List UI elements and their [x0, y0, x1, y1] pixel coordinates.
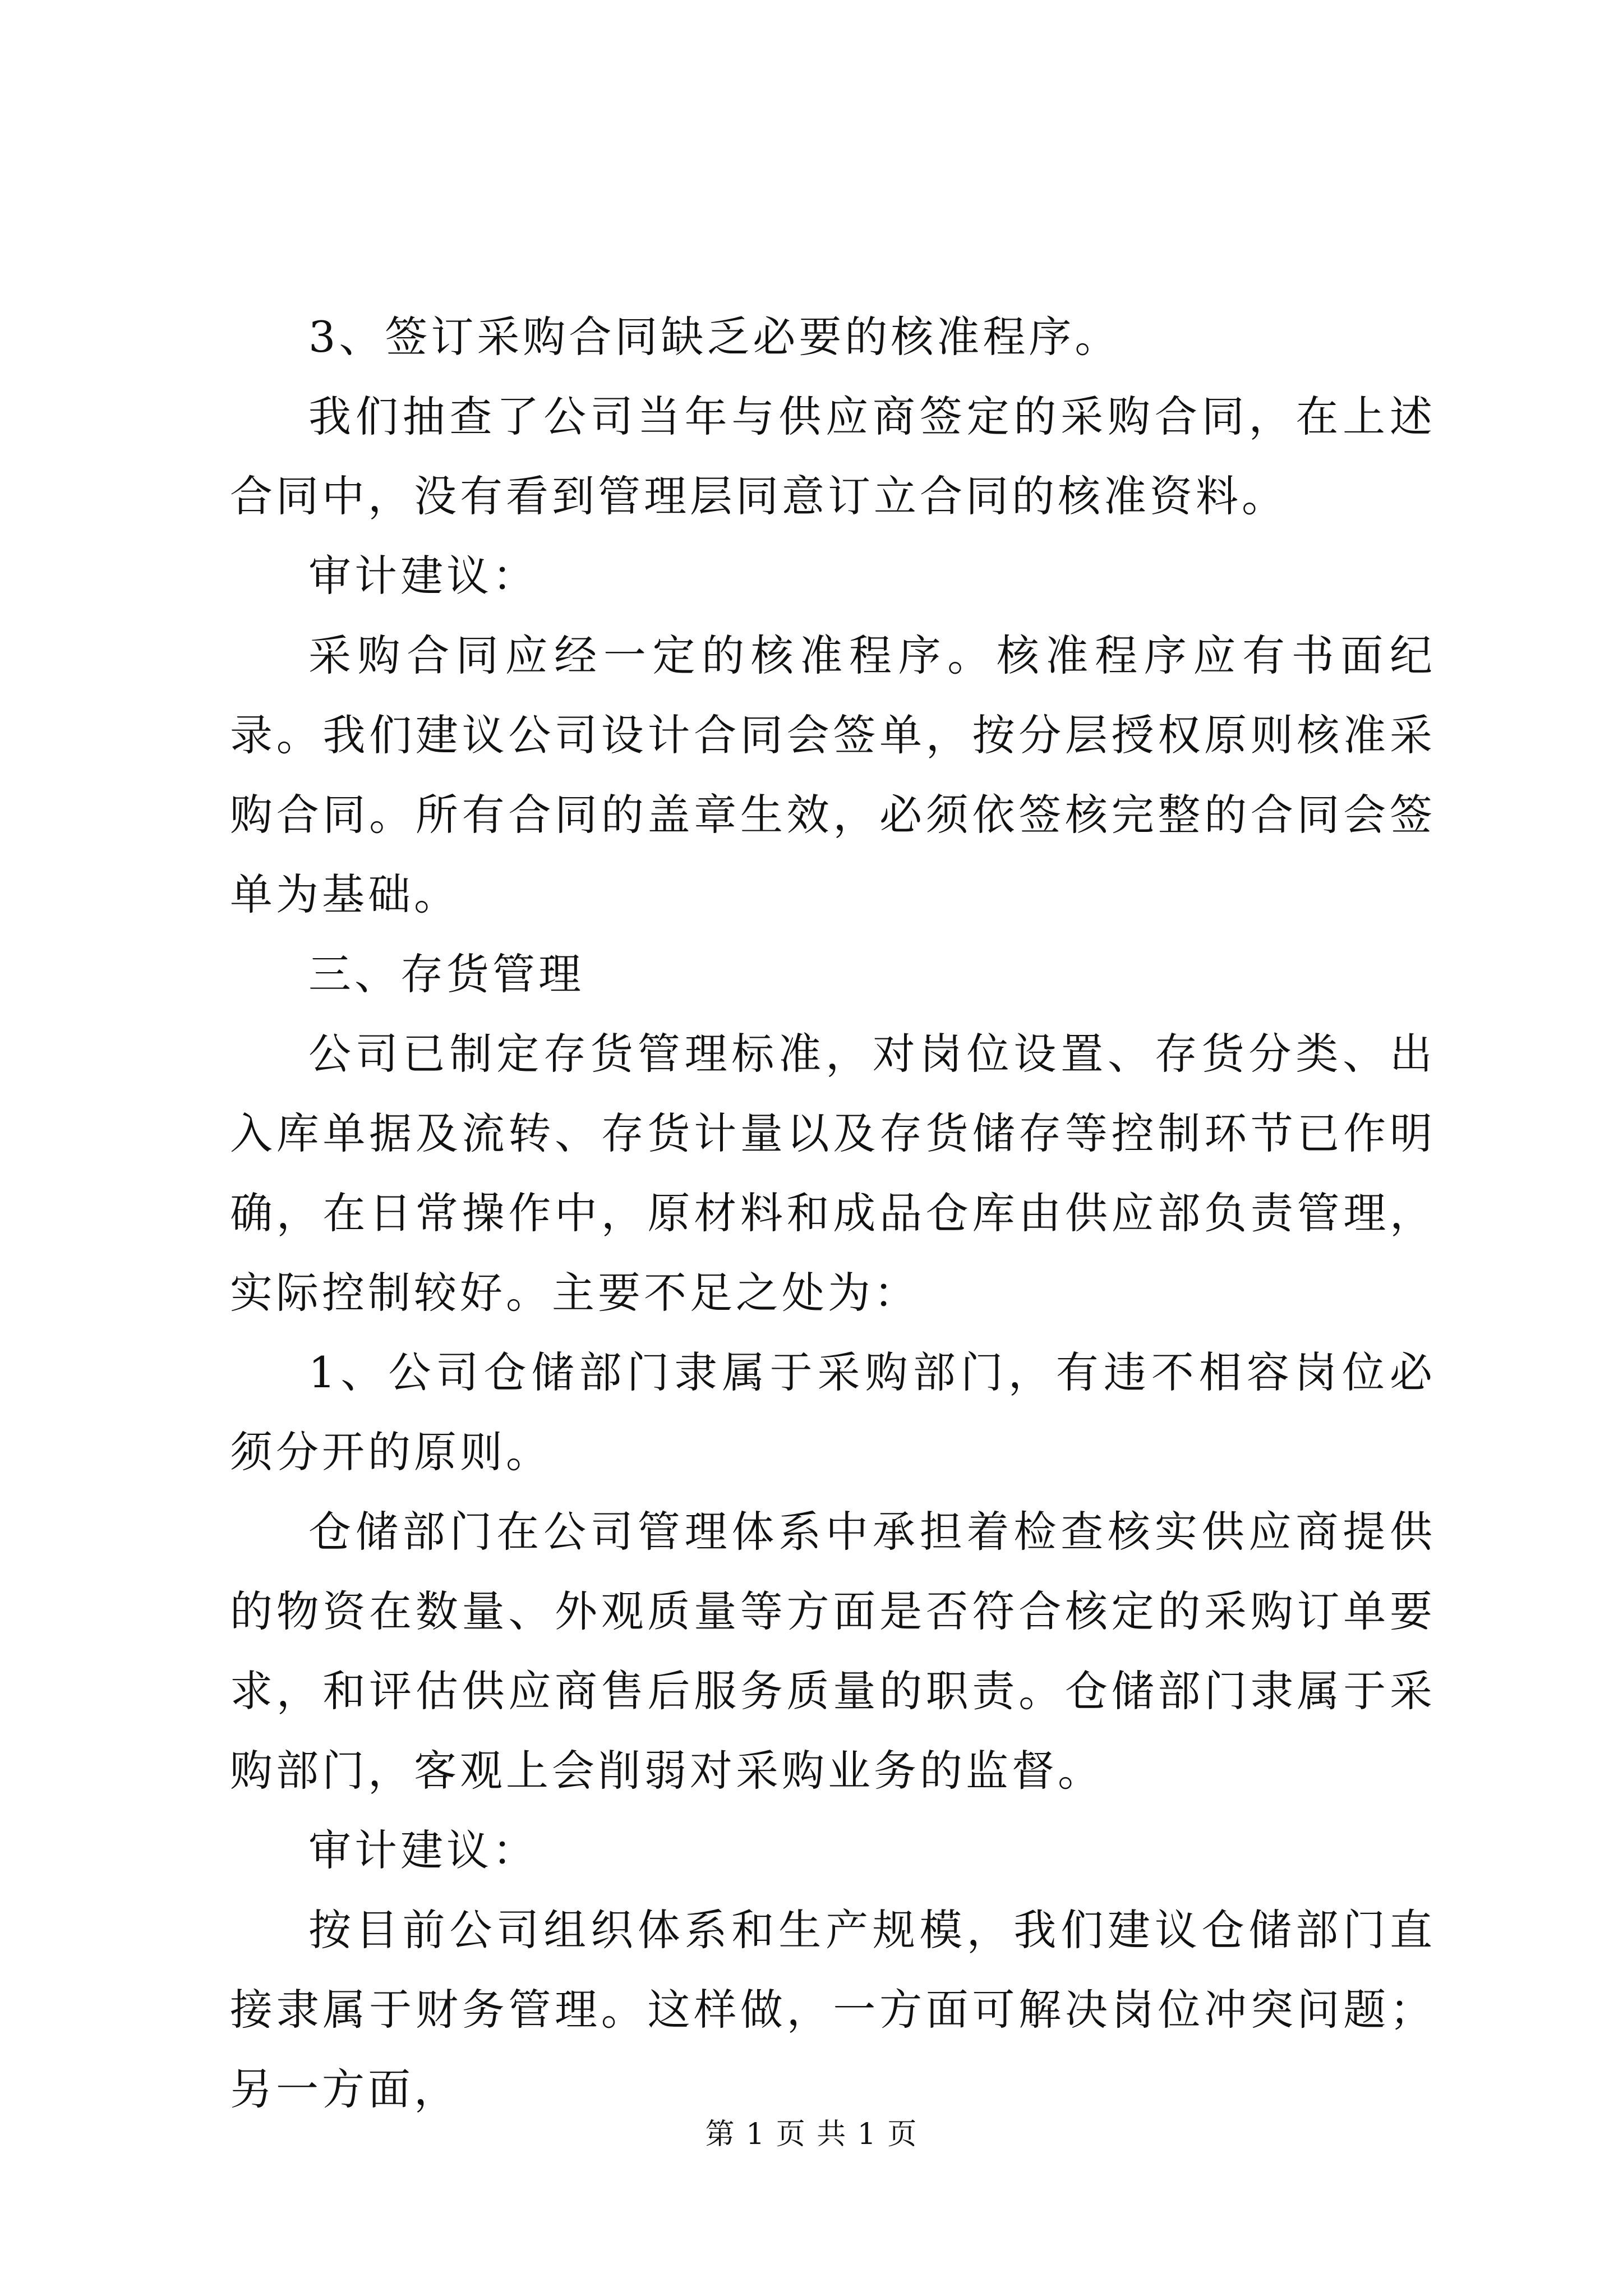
paragraph-7: 1、公司仓储部门隶属于采购部门，有违不相容岗位必须分开的原则。 — [230, 1347, 1436, 1477]
paragraph-10: 按目前公司组织体系和生产规模，我们建议仓储部门直接隶属于财务管理。这样做，一方面可解决岗位冲突问题；另一方面， — [230, 1905, 1436, 2114]
page-footer: 第 1 页 共 1 页 — [705, 2118, 918, 2151]
paragraph-6: 公司已制定存货管理标准，对岗位设置、存货分类、出入库单据及流转、存货计量以及存货储存等控制环节已作明确，在日常操作中，原材料和成品仓库由供应部负责管理，实际控制较好。主要不足之处为： — [230, 1029, 1436, 1318]
paragraph-4: 采购合同应经一定的核准程序。核准程序应有书面纪录。我们建议公司设计合同会签单，按分层授权原则核准采购合同。所有合同的盖章生效，必须依签核完整的合同会签单为基础。 — [230, 631, 1436, 919]
paragraph-1: 3、签订采购合同缺乏必要的核准程序。 — [308, 312, 1121, 362]
paragraph-2: 我们抽查了公司当年与供应商签定的采购合同，在上述合同中，没有看到管理层同意订立合同的核准资料。 — [230, 392, 1436, 521]
document-body — [230, 297, 1436, 2129]
paragraph-8: 仓储部门在公司管理体系中承担着检查核实供应商提供的物资在数量、外观质量等方面是否符合核定的采购订单要求，和评估供应商售后服务质量的职责。仓储部门隶属于采购部门，客观上会削弱对采购业务的监督。 — [230, 1507, 1436, 1796]
paragraph-9-heading: 审计建议： — [308, 1825, 538, 1875]
paragraph-5-section-heading: 三、存货管理 — [308, 949, 584, 999]
paragraph-3-heading: 审计建议： — [308, 551, 538, 601]
